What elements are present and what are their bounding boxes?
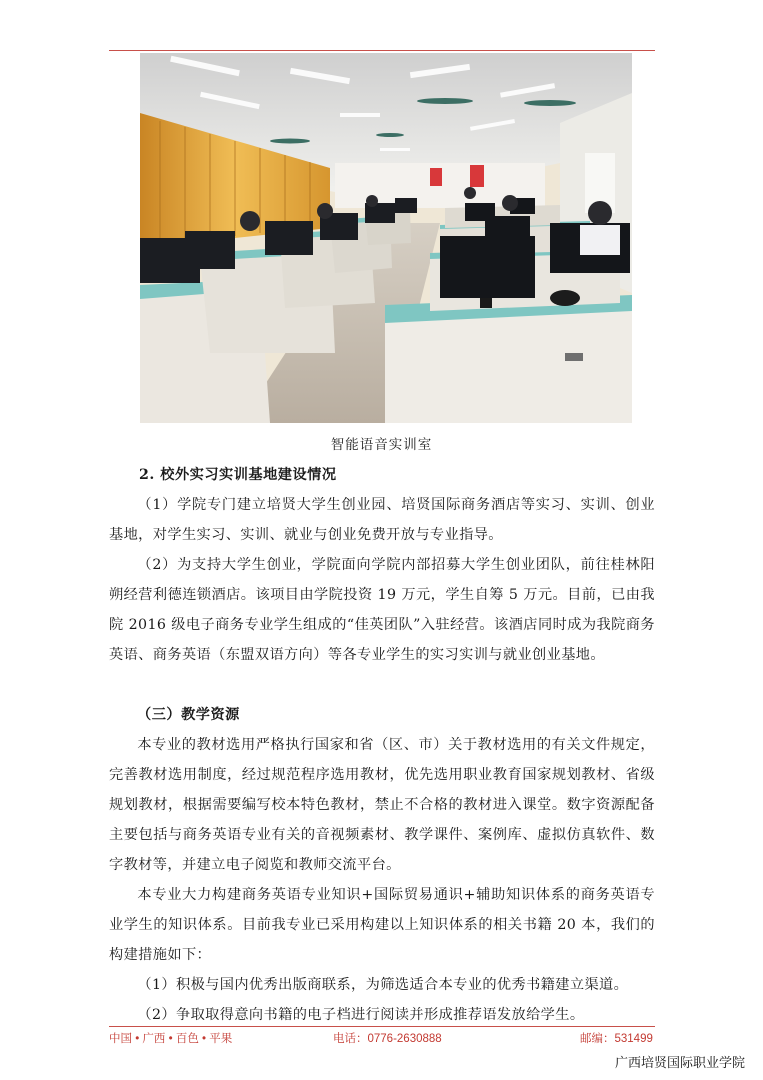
paragraph: （2）争取取得意向书籍的电子档进行阅读并形成推荐语发放给学生。 xyxy=(137,1007,585,1023)
school-name: 广西培贤国际职业学院 xyxy=(614,1056,745,1071)
photo-caption: 智能语音实训室 xyxy=(330,437,433,453)
footer-postcode: 邮编：531499 xyxy=(580,1033,653,1045)
header-rule xyxy=(109,50,655,51)
section-3 xyxy=(109,700,655,1030)
paragraph: （1）积极与国内优秀出版商联系，为筛选适合本专业的优秀书籍建立渠道。 xyxy=(137,977,629,993)
footer-phone: 电话：0776-2630888 xyxy=(333,1033,442,1045)
section-heading: 2. 校外实习实训基地建设情况 xyxy=(139,467,337,483)
footer-rule xyxy=(109,1026,655,1027)
training-room-photo xyxy=(140,53,632,423)
paragraph: （1）学院专门建立培贤大学生创业园、培贤国际商务酒店等实习、实训、创业基地，对学生实习、实训、就业与创业免费开放与专业指导。 xyxy=(109,497,655,543)
footer-location: 中国 • 广西 • 百色 • 平果 xyxy=(109,1033,233,1045)
section-heading: （三）教学资源 xyxy=(137,707,240,723)
paragraph: 本专业的教材选用严格执行国家和省（区、市）关于教材选用的有关文件规定，完善教材选用制度，经过规范程序选用教材，优先选用职业教育国家规划教材、省级规划教材，根据需要编写校本特色教材，禁止不合格的教材进入课堂。数字资源配备主要包括与商务英语专业有关的音视频素材、教学课件、案例库、虚拟仿真软件、数字教材等，并建立电子阅览和教师交流平台。 xyxy=(109,737,655,873)
section-2 xyxy=(109,460,655,670)
paragraph: 本专业大力构建商务英语专业知识+国际贸易通识+辅助知识体系的商务英语专业学生的知识体系。目前我专业已采用构建以上知识体系的相关书籍 20 本，我们的构建措施如下： xyxy=(109,887,655,963)
paragraph: （2）为支持大学生创业，学院面向学院内部招募大学生创业团队，前往桂林阳朔经营利德连锁酒店。该项目由学院投资 19 万元，学生自筹 5 万元。目前，已由我院 2016 级电子商务专业学生组成的“佳英团队”入驻经营。该酒店同时成为我院商务英语、商务英语（东盟双语方向）等各专业学生的实习实训与就业创业基地。 xyxy=(109,557,655,663)
